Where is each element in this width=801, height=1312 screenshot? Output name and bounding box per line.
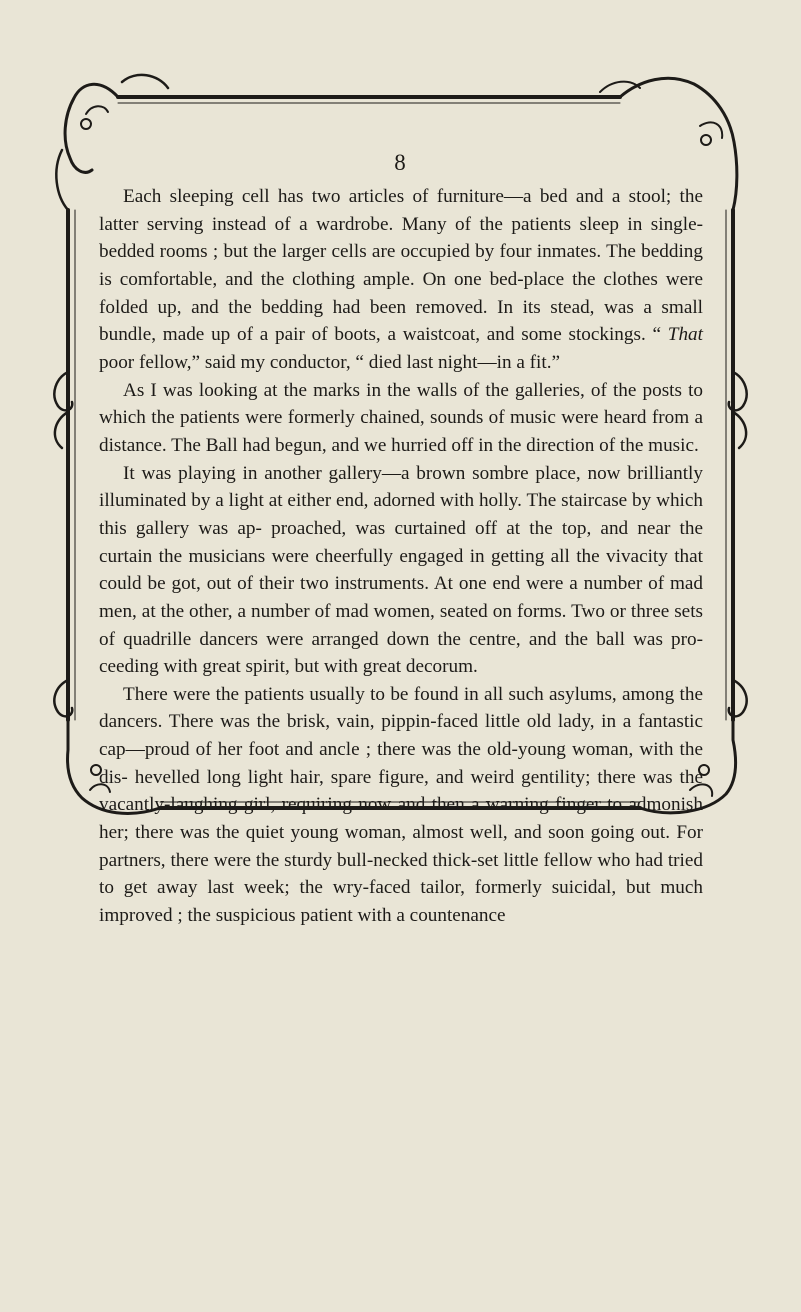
paragraph-text: poor fellow,” said my conductor, “ died last night—in a fit.” [99, 351, 561, 373]
paragraph [99, 681, 703, 930]
paragraph-text: Each sleeping cell has two articles of furniture—a bed and a stool; the latter serving instead of a wardrobe. Many of the patients sleep in single-bedded rooms ; but the larger cells are occupied by four inmates. The bedding is comfortable, and the clothing ample. On one bed-place the clothes were folded up, and the bedding had been removed. In its stead, was a small bundle, made up of a pair of boots, a waistcoat, and some stockings. “ [99, 186, 703, 346]
paragraph-text: As I was looking at the marks in the walls of the galleries, of the posts to which the patients were formerly chained, sounds of music were heard from a distance. The Ball had begun, and we hurried off in the direction of the music. [99, 379, 703, 456]
paragraph [99, 183, 703, 377]
body-text [99, 183, 703, 930]
paragraph-text-italic: That [667, 324, 703, 346]
paragraph-text: It was playing in another gallery—a brown sombre place, now brilliantly illuminated by a light at either end, adorned with holly. The staircase by which this gallery was ap- proached, was curtained off at the top, and near the curtain the musicians were cheerfully engaged in getting all the vivacity that could be got, out of their two instruments. At one end were a number of mad men, at the other, a number of mad women, seated on forms. Two or three sets of quadrille dancers were arranged down the centre, and the ball was pro- ceeding with great spirit, but with great decorum. [99, 462, 703, 678]
paragraph [99, 460, 703, 681]
paragraph-text: There were the patients usually to be found in all such asylums, among the dancers. There was the brisk, vain, pippin-faced little old lady, in a fantastic cap—proud of her foot and ancle ; there was the old-young woman, with the dis- hevelled long light hair, spare figure, and weird gentility; there was the vacantly-laughing girl, requiring now and then a warning finger to admonish her; there was the quiet young woman, almost well, and soon going out. For partners, there were the sturdy bull-necked thick-set little fellow who had tried to get away last week; the wry-faced tailor, formerly suicidal, but much improved ; the suspicious patient with a countenance [99, 683, 703, 927]
page-number: 8 [394, 150, 407, 175]
paragraph [99, 377, 703, 460]
